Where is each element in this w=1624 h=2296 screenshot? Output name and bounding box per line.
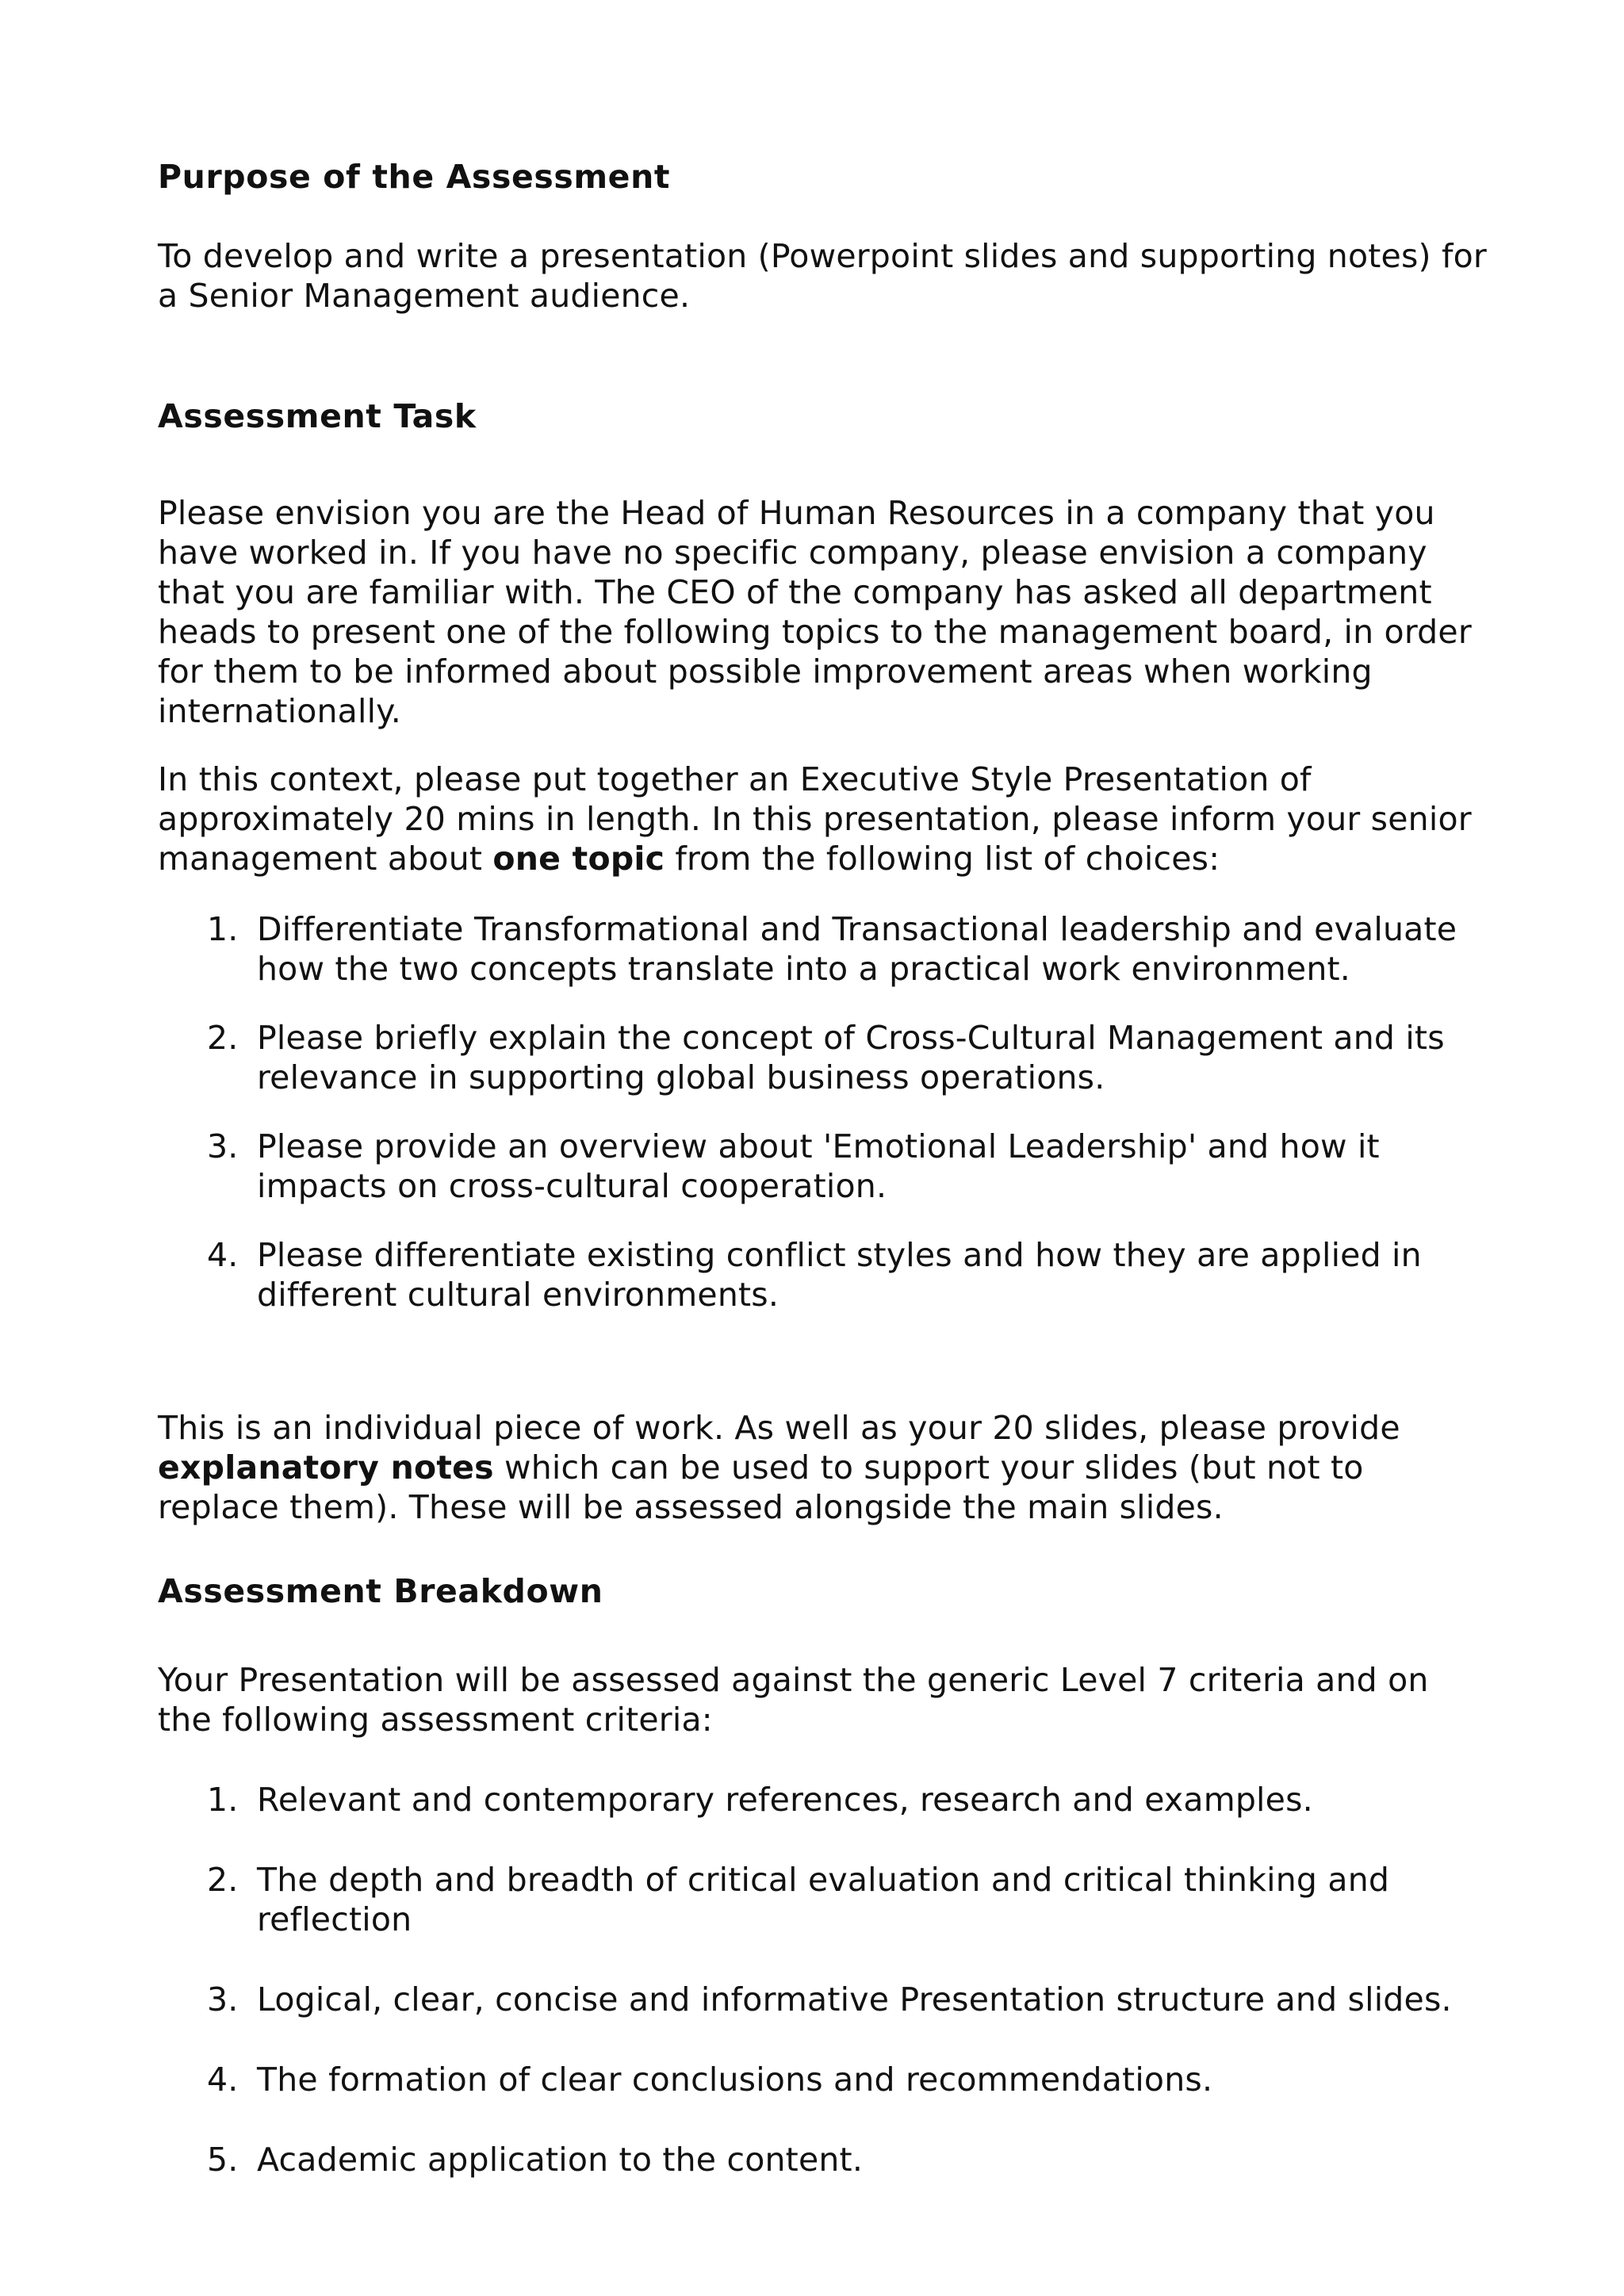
list-item — [158, 909, 1490, 989]
task-context-emphasis: one topic — [492, 840, 665, 878]
list-item-number: 3. — [207, 1127, 239, 1165]
list-item-text: Logical, clear, concise and informative Presentation structure and slides. — [257, 1980, 1452, 2019]
purpose-heading: Purpose of the Assessment — [158, 158, 671, 196]
criteria-list — [158, 1780, 1490, 2220]
task-context — [158, 760, 1490, 878]
list-item-text: Please provide an overview about 'Emotional Leadership' and how it impacts on cross-cultural cooperation. — [257, 1127, 1380, 1205]
task-context-text: In this context, please put together an Executive Style Presentation of approximately 20 mins in length. In this presentation, please inform your senior management about — [158, 760, 1472, 878]
list-item — [158, 1235, 1490, 1314]
task-heading: Assessment Task — [158, 397, 477, 435]
list-item — [158, 2060, 1490, 2099]
list-item — [158, 1018, 1490, 1097]
breakdown-intro: Your Presentation will be assessed against the generic Level 7 criteria and on the following assessment criteria: — [158, 1661, 1429, 1739]
work-notes-text-end: which can be used to support your slides (but not to replace them). These will be assessed alongside the main slides. — [158, 1448, 1364, 1526]
work-notes — [158, 1408, 1490, 1527]
list-item — [158, 1780, 1490, 1820]
list-item-text: The formation of clear conclusions and recommendations. — [257, 2061, 1213, 2099]
list-item — [158, 1980, 1490, 2019]
list-item-text: Academic application to the content. — [257, 2141, 864, 2179]
list-item — [158, 1127, 1490, 1206]
list-item-text: Please briefly explain the concept of Cross-Cultural Management and its relevance in supporting global business operations. — [257, 1019, 1445, 1096]
task-context-text-end: from the following list of choices: — [665, 840, 1220, 878]
work-notes-emphasis: explanatory notes — [158, 1448, 494, 1487]
list-item-number: 4. — [207, 2061, 239, 2099]
list-item-text: Please differentiate existing conflict styles and how they are applied in different cultural environments. — [257, 1236, 1422, 1314]
work-notes-text: This is an individual piece of work. As well as your 20 slides, please provide — [158, 1409, 1400, 1447]
list-item-text: Relevant and contemporary references, research and examples. — [257, 1781, 1313, 1819]
list-item-number: 3. — [207, 1980, 239, 2019]
list-item-number: 2. — [207, 1019, 239, 1057]
list-item-number: 1. — [207, 1781, 239, 1819]
list-item-number: 5. — [207, 2141, 239, 2179]
topic-list — [158, 909, 1490, 1344]
list-item-number: 1. — [207, 910, 239, 948]
list-item-number: 4. — [207, 1236, 239, 1274]
list-item — [158, 1860, 1490, 1939]
purpose-text: To develop and write a presentation (Powerpoint slides and supporting notes) for a Senior Management audience. — [158, 237, 1487, 315]
list-item-text: The depth and breadth of critical evaluation and critical thinking and reflection — [257, 1861, 1390, 1938]
breakdown-heading: Assessment Breakdown — [158, 1572, 603, 1610]
list-item-number: 2. — [207, 1861, 239, 1899]
list-item — [158, 2140, 1490, 2179]
list-item-text: Differentiate Transformational and Transactional leadership and evaluate how the two concepts translate into a practical work environment. — [257, 910, 1457, 988]
task-intro: Please envision you are the Head of Human Resources in a company that you have worked in. If you have no specific company, please envision a company that you are familiar with. The CEO of the company has asked all department heads to present one of the following topics to the management board, in order for them to be informed about possible improvement areas when working internationally. — [158, 494, 1472, 730]
